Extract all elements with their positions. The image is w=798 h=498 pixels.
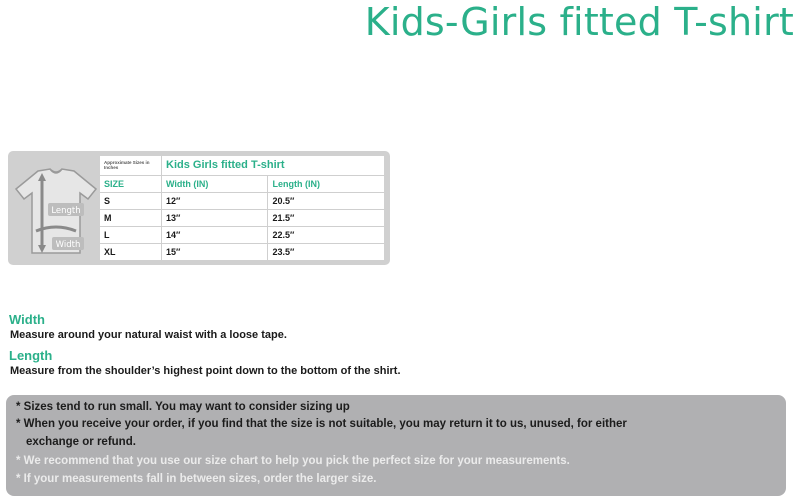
table-row — [100, 227, 384, 244]
width-cell: 15″ — [162, 244, 268, 260]
table-title-row — [100, 156, 384, 175]
width-label: Width — [55, 240, 81, 250]
header-length: Length (IN) — [268, 175, 384, 192]
size-cell: M — [100, 210, 162, 227]
width-cell: 14″ — [162, 227, 268, 244]
table-product-name: Kids Girls fitted T-shirt — [162, 156, 385, 175]
note-between-sizes: * If your measurements fall in between sizes, order the larger size. — [16, 473, 377, 485]
approx-size-note: Approximate Sizes in Inches — [100, 156, 162, 175]
table-row — [100, 192, 384, 209]
header-width: Width (IN) — [162, 175, 268, 192]
size-cell: XL — [100, 244, 162, 260]
table-row — [100, 210, 384, 227]
width-cell: 13″ — [162, 210, 268, 227]
note-size-chart: * We recommend that you use our size chart to help you pick the perfect size for your measurements. — [16, 455, 570, 467]
table-header-row — [100, 175, 384, 192]
size-table-container — [100, 156, 384, 260]
size-table — [100, 156, 384, 260]
header-size: SIZE — [100, 175, 162, 192]
length-instructions: Measure from the shoulder’s highest point down to the bottom of the shirt. — [10, 365, 401, 377]
length-cell: 20.5″ — [268, 192, 384, 209]
size-chart-panel — [8, 151, 390, 265]
table-row — [100, 244, 384, 260]
tshirt-diagram — [12, 165, 100, 257]
length-cell: 22.5″ — [268, 227, 384, 244]
length-cell: 23.5″ — [272, 247, 295, 258]
width-cell: 12″ — [162, 192, 268, 209]
length-label: Length — [51, 206, 81, 216]
width-heading: Width — [9, 312, 45, 327]
page-title: Kids-Girls fitted T-shirt — [364, 0, 794, 44]
size-cell: L — [100, 227, 162, 244]
length-heading: Length — [9, 348, 53, 363]
notes-box — [6, 395, 786, 496]
width-instructions: Measure around your natural waist with a loose tape. — [10, 329, 287, 341]
note-returns: * When you receive your order, if you find that the size is not suitable, you may return it to us, unused, for either — [16, 418, 627, 430]
note-returns-cont: exchange or refund. — [26, 436, 136, 448]
length-cell: 21.5″ — [268, 210, 384, 227]
size-cell: S — [100, 192, 162, 209]
note-sizes-small: * Sizes tend to run small. You may want to consider sizing up — [16, 401, 350, 413]
